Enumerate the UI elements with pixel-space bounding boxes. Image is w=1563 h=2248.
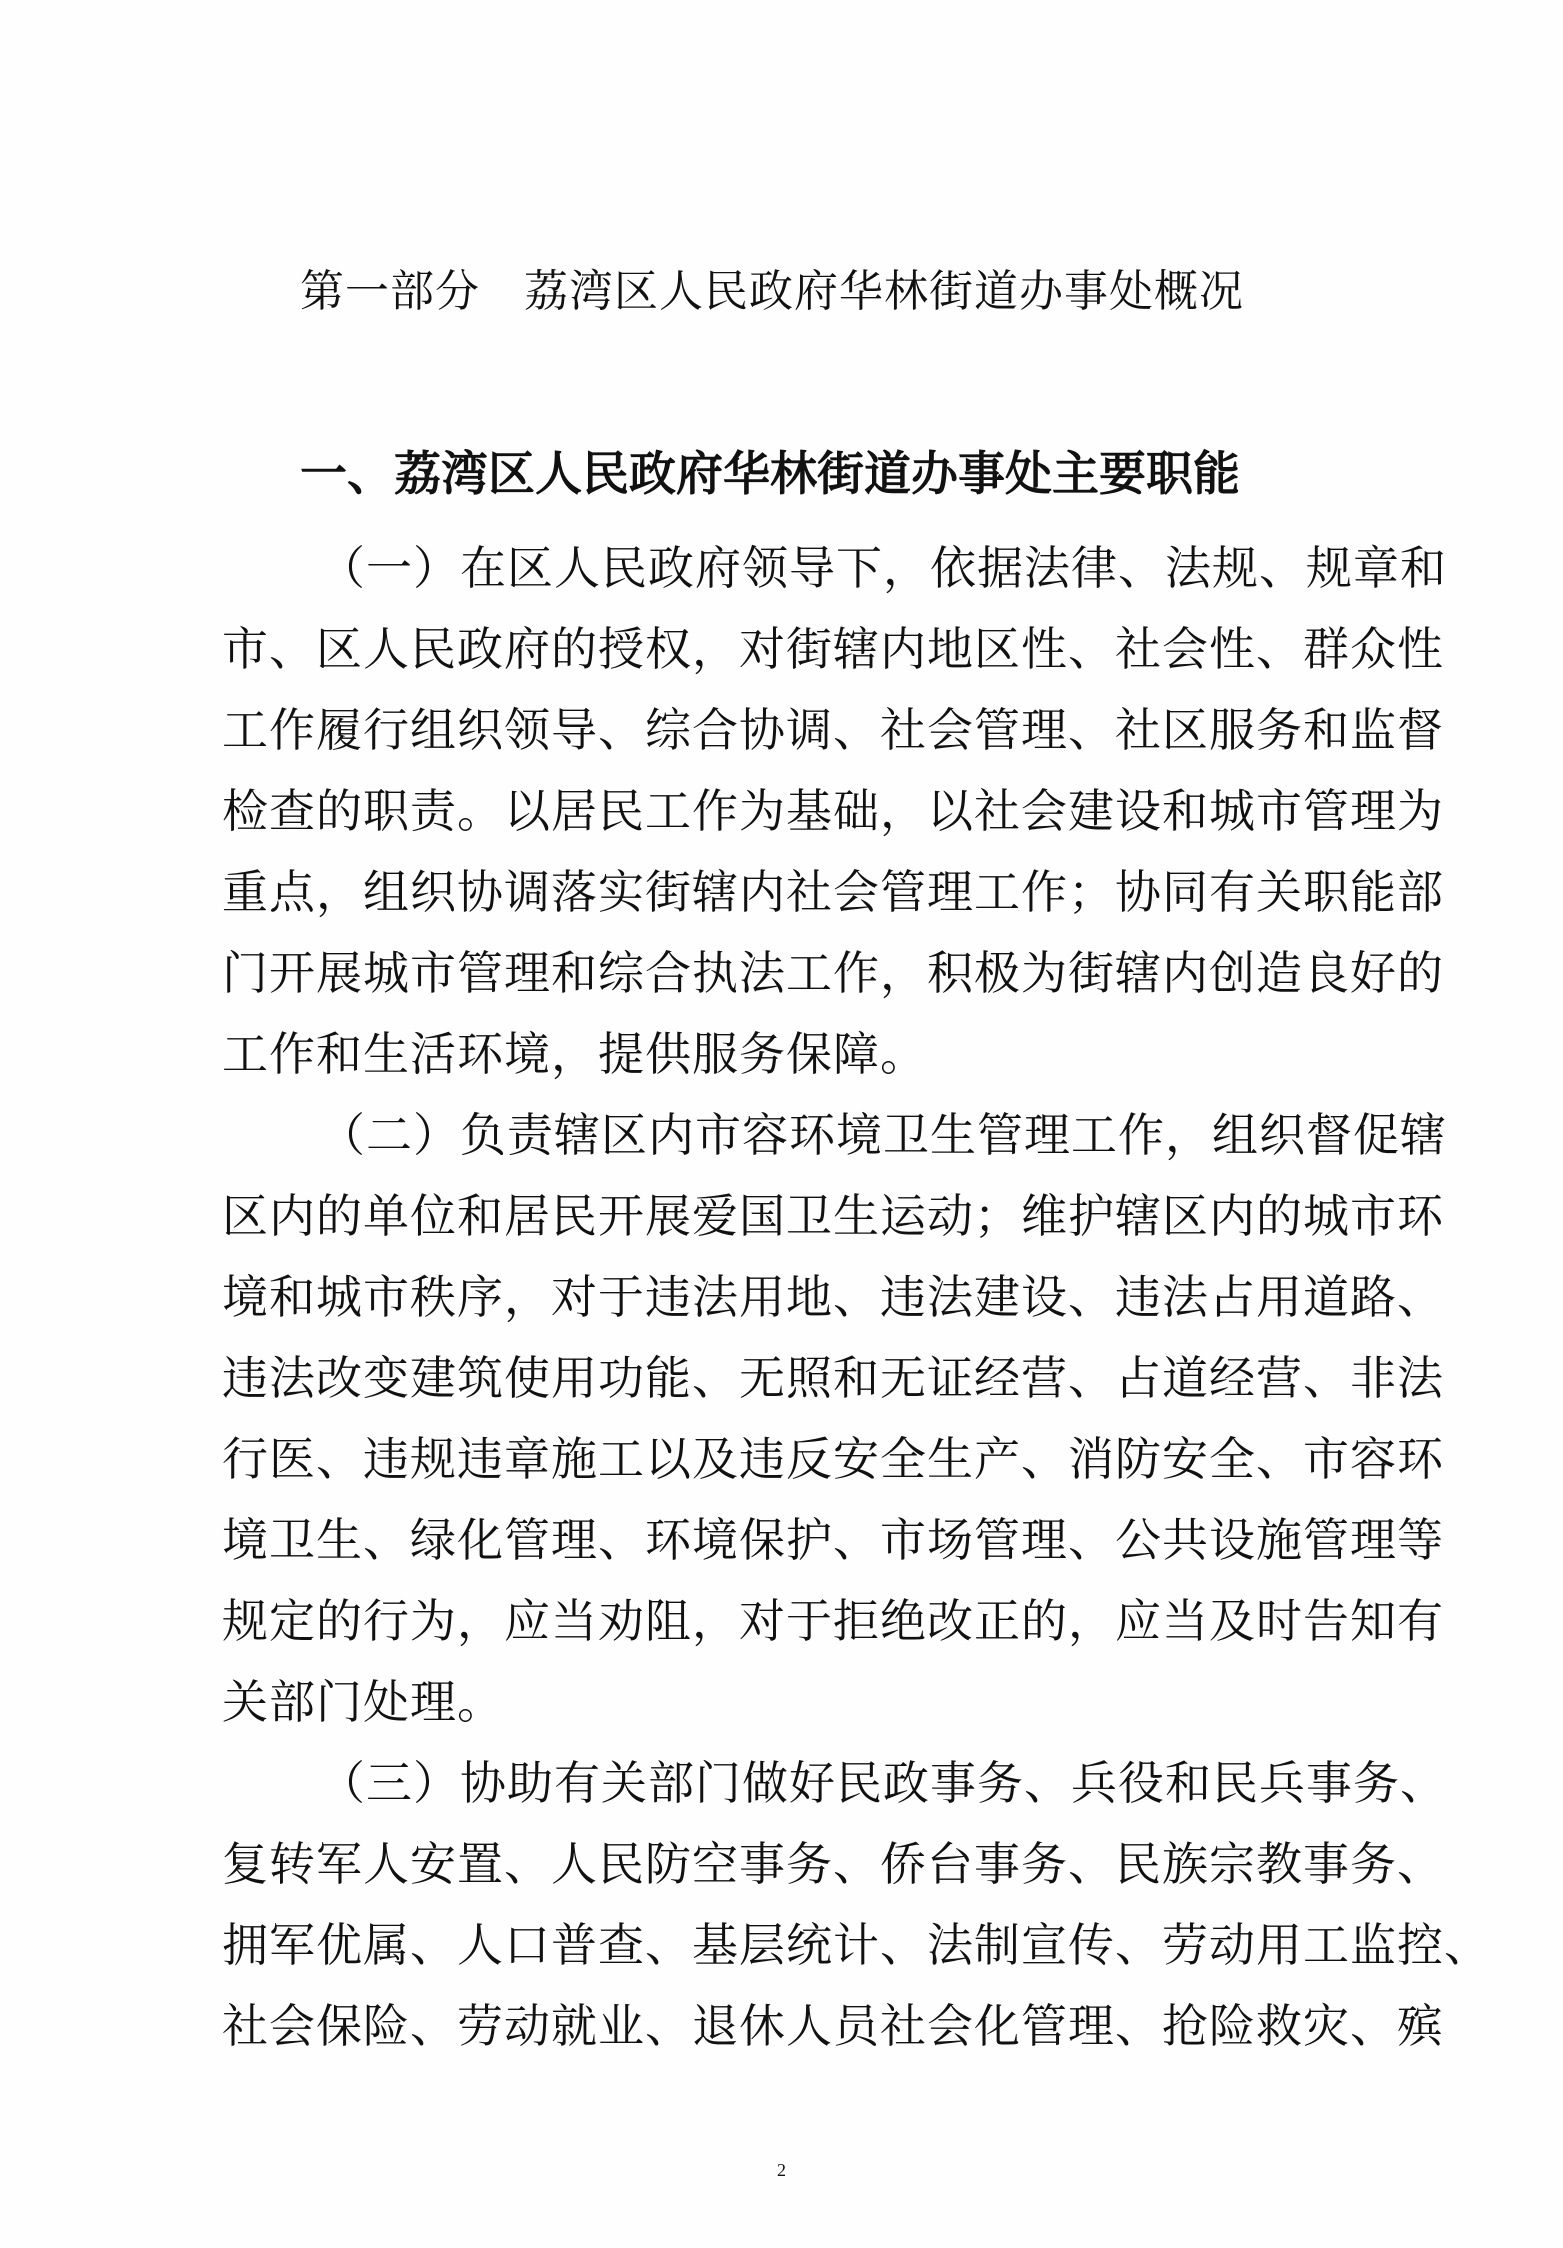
body-text [222, 528, 1491, 2067]
text-line: （一）在区人民政府领导下，依据法律、法规、规章和 [319, 541, 1447, 595]
section-heading: 一、荔湾区人民政府华林街道办事处主要职能 [300, 447, 1240, 502]
text-line: 工作和生活环境，提供服务保障。 [222, 1027, 927, 1081]
text-line: （二）负责辖区内市容环境卫生管理工作，组织督促辖 [319, 1108, 1447, 1162]
paragraph-1 [222, 528, 1447, 1095]
text-line: 门开展城市管理和综合执法工作，积极为街辖内创造良好的 [222, 946, 1444, 1000]
text-line: 拥军优属、人口普查、基层统计、法制宣传、劳动用工监控、 [222, 1918, 1491, 1972]
part-title [300, 262, 1300, 322]
paragraph-2 [222, 1095, 1447, 1743]
text-line: （三）协助有关部门做好民政事务、兵役和民兵事务、 [319, 1756, 1447, 1810]
text-line: 违法改变建筑使用功能、无照和无证经营、占道经营、非法 [222, 1351, 1444, 1405]
text-line: 境卫生、绿化管理、环境保护、市场管理、公共设施管理等 [222, 1513, 1444, 1567]
text-line: 规定的行为，应当劝阻，对于拒绝改正的，应当及时告知有 [222, 1594, 1444, 1648]
text-line: 关部门处理。 [222, 1675, 504, 1729]
text-line: 重点，组织协调落实街辖内社会管理工作；协同有关职能部 [222, 865, 1444, 919]
text-line: 区内的单位和居民开展爱国卫生运动；维护辖区内的城市环 [222, 1189, 1444, 1243]
text-line: 检查的职责。以居民工作为基础，以社会建设和城市管理为 [222, 784, 1444, 838]
text-line: 市、区人民政府的授权，对街辖内地区性、社会性、群众性 [222, 622, 1444, 676]
page-number: 2 [777, 2160, 786, 2180]
text-line: 社会保险、劳动就业、退休人员社会化管理、抢险救灾、殡 [222, 1999, 1444, 2053]
text-line: 境和城市秩序，对于违法用地、违法建设、违法占用道路、 [222, 1270, 1444, 1324]
paragraph-3 [222, 1743, 1491, 2067]
part-label: 第一部分 [300, 266, 480, 317]
part-title-text: 荔湾区人民政府华林街道办事处概况 [524, 266, 1244, 317]
text-line: 复转军人安置、人民防空事务、侨台事务、民族宗教事务、 [222, 1837, 1444, 1891]
text-line: 工作履行组织领导、综合协调、社会管理、社区服务和监督 [222, 703, 1444, 757]
text-line: 行医、违规违章施工以及违反安全生产、消防安全、市容环 [222, 1432, 1444, 1486]
